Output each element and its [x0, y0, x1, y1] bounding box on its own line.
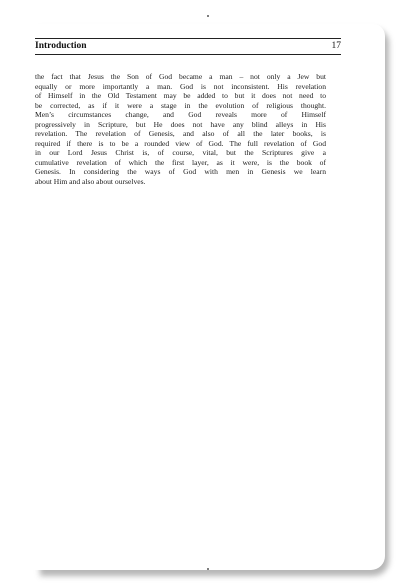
text-line: Genesis. In considering the ways of God with men in Genesis we learn — [35, 167, 326, 176]
text-line: the fact that Jesus the Son of God became a man – not only a Jew but — [35, 72, 326, 81]
text-line: required if there is to be a rounded view of God. The full revelation of God — [35, 138, 326, 148]
text-line: cumulative revelation of which the first layer, as it were, is the book of — [35, 157, 326, 167]
crop-mark-top — [207, 15, 209, 17]
text-line: revelation. The revelation of Genesis, and also of all the later books, is — [35, 129, 326, 138]
header-rule-top — [35, 38, 341, 39]
text-line: progressively in Scripture, but He does not have any blind alleys in His — [35, 119, 326, 129]
text-line: in our Lord Jesus Christ is, of course, vital, but the Scriptures give a — [35, 148, 326, 157]
running-header — [35, 38, 341, 55]
text-line: be corrected, as if it were a stage in the evolution of religious thought. — [35, 100, 326, 110]
text-line: about Him and also about ourselves. — [35, 176, 146, 186]
running-title: Introduction — [35, 41, 87, 51]
text-line: equally or more importantly a man. God is not inconsistent. His revelation — [35, 81, 326, 91]
text-line: Men’s circumstances change, and God reveals more of Himself — [35, 110, 326, 119]
crop-mark-bottom — [207, 568, 209, 570]
header-rule-bottom — [35, 54, 341, 55]
body-paragraph — [35, 72, 326, 186]
page-number: 17 — [331, 41, 341, 51]
text-line: of Himself in the Old Testament may be added to but it does not need to — [35, 91, 326, 100]
